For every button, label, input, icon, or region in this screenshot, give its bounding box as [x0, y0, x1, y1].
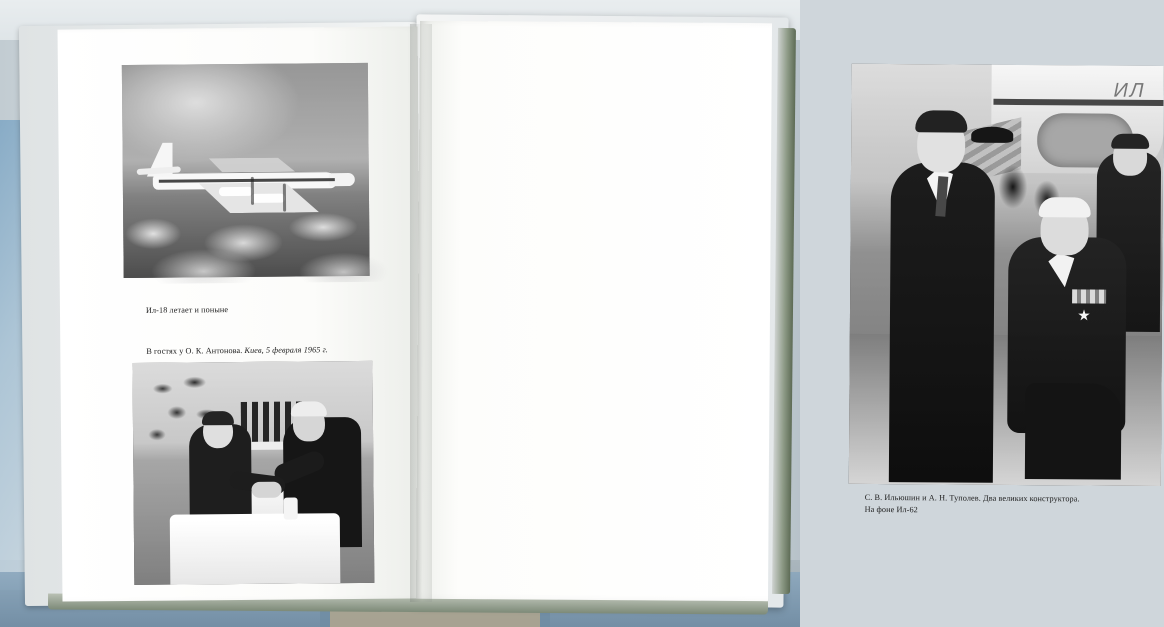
photo-ilyushin-and-tupolev [849, 64, 1164, 486]
caption-ilyushin-tupolev [865, 492, 1080, 518]
caption-il18: Ил-18 летает и поныне [145, 305, 229, 315]
man-right-hair [291, 401, 327, 416]
right-page [416, 21, 1146, 601]
aircraft-marking-text: ИЛ [1113, 79, 1146, 102]
photo-antonov-meeting [132, 361, 374, 585]
engine-inner [219, 187, 253, 196]
ilyushin-hair [915, 110, 967, 132]
open-book [18, 6, 1146, 613]
propeller-inner [251, 177, 254, 205]
tupolev-medal-ribbons [1072, 289, 1106, 303]
caption-antonov-plain: В гостях у О. К. Антонова. [146, 345, 243, 356]
book-gutter [410, 24, 432, 602]
photo-il18-in-flight [122, 63, 370, 278]
tupolev-hair [1039, 197, 1091, 217]
engine-outer [251, 194, 285, 203]
fedora-hat [971, 127, 1013, 143]
tupolev-legs [1025, 383, 1122, 480]
left-page [58, 26, 423, 601]
caption-antonov-italic: Киев, 5 февраля 1965 г. [244, 345, 328, 355]
propeller-outer [283, 184, 286, 212]
caption-line-1: С. В. Ильюшин и А. Н. Туполев. Два великих конструктора. [864, 492, 1080, 504]
front-table [170, 513, 341, 584]
vase [284, 498, 298, 520]
caption-antonov-meeting [146, 344, 328, 357]
man-left-hair [202, 411, 234, 425]
background-man-hair [1111, 134, 1149, 149]
caption-line-2: На фоне Ил-62 [864, 505, 918, 515]
handshake [251, 482, 281, 498]
